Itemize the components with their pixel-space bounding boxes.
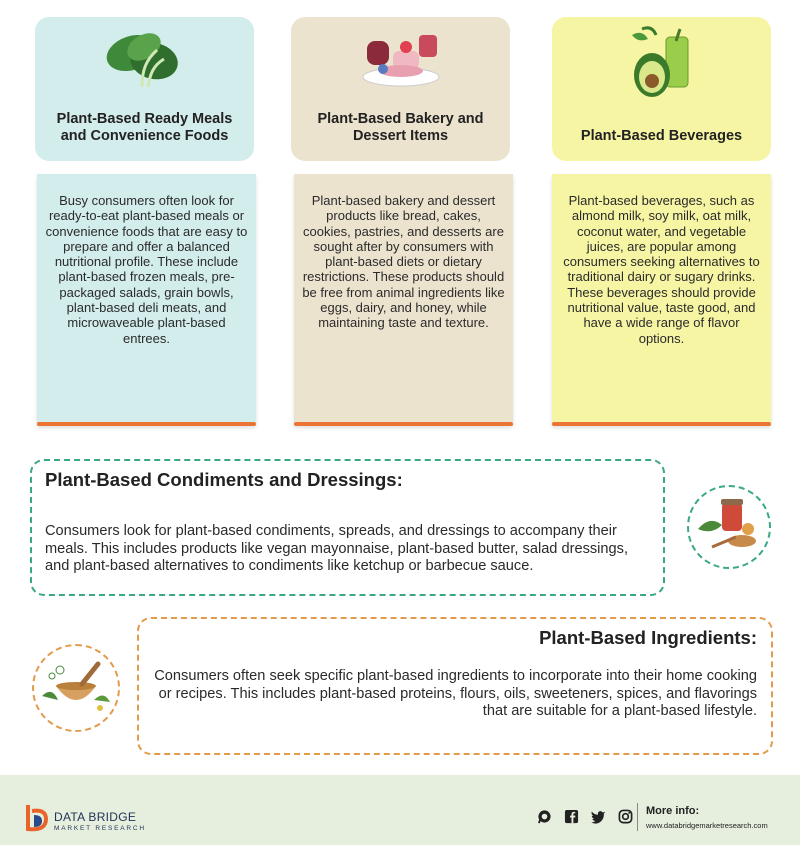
- footer: [0, 775, 800, 845]
- social-links: [536, 808, 633, 824]
- card-body-beverages: Plant-based beverages, such as almond milk, soy milk, oat milk, coconut water, and vegetable juices, are popular among consumers seeking alternatives to traditional dairy or sugary drinks. These beverages should provide nutritional value, taste good, and have a wide range of flavor options.: [552, 174, 771, 426]
- desserts-icon: [353, 25, 449, 96]
- card-header-ready-meals: [35, 17, 254, 161]
- ingredients-section: [137, 617, 773, 755]
- ingredients-heading: Plant-Based Ingredients:: [539, 627, 757, 648]
- card-header-bakery: [291, 17, 510, 161]
- facebook-icon[interactable]: [563, 808, 579, 824]
- brand-logo[interactable]: [24, 803, 146, 838]
- card-title: Plant-Based Beverages: [580, 128, 743, 144]
- condiments-heading: Plant-Based Condiments and Dressings:: [45, 469, 403, 490]
- website-link[interactable]: www.databridgemarketresearch.com: [646, 821, 768, 830]
- condiments-text: Consumers look for plant-based condiments, spreads, and dressings to accompany their meals. This includes products like vegan mayonnaise, plant-based butter, salad dressings, and plant-based alternatives to condiments like ketchup or barbecue sauce.: [45, 523, 628, 574]
- condiments-section: [30, 459, 665, 596]
- ingredients-icon-circle: [32, 644, 120, 732]
- brand-subtitle: MARKET RESEARCH: [54, 824, 146, 832]
- card-body-bakery: Plant-based bakery and dessert products like bread, cakes, cookies, pastries, and desserts are sought after by consumers with plant-based diets or dietary restrictions. These products should be free from animal ingredients like eggs, dairy, and honey, while maintaining taste and texture.: [294, 174, 513, 426]
- card-title: Plant-Based Ready Meals and Convenience Foods: [56, 111, 233, 144]
- more-info-label: More info:: [646, 805, 700, 817]
- twitter-icon[interactable]: [590, 808, 606, 824]
- mortar-herbs-icon: [38, 656, 114, 721]
- leafy-greens-icon: [102, 25, 188, 96]
- avocado-smoothie-icon: [622, 25, 702, 110]
- condiment-jar-icon: [694, 495, 764, 560]
- whatsapp-icon[interactable]: [536, 808, 552, 824]
- more-info: [646, 805, 768, 830]
- ingredients-text: Consumers often seek specific plant-based ingredients to incorporate into their home cooking or recipes. This includes plant-based proteins, flours, oils, sweeteners, spices, and flavorings that are suitable for a plant-based lifestyle.: [154, 668, 757, 719]
- data-bridge-logo-icon: [24, 803, 50, 838]
- card-header-beverages: [552, 17, 771, 161]
- instagram-icon[interactable]: [617, 808, 633, 824]
- card-body-ready-meals: Busy consumers often look for ready-to-eat plant-based meals or convenience foods that are easy to prepare and offer a balanced nutritional profile. These include plant-based frozen meals, pre-packaged salads, grain bowls, plant-based deli meats, and microwaveable plant-based entrees.: [37, 174, 256, 426]
- condiments-icon-circle: [687, 485, 771, 569]
- card-title: Plant-Based Bakery and Dessert Items: [317, 111, 484, 144]
- brand-name: DATA BRIDGE: [54, 809, 137, 824]
- footer-divider: [637, 803, 638, 831]
